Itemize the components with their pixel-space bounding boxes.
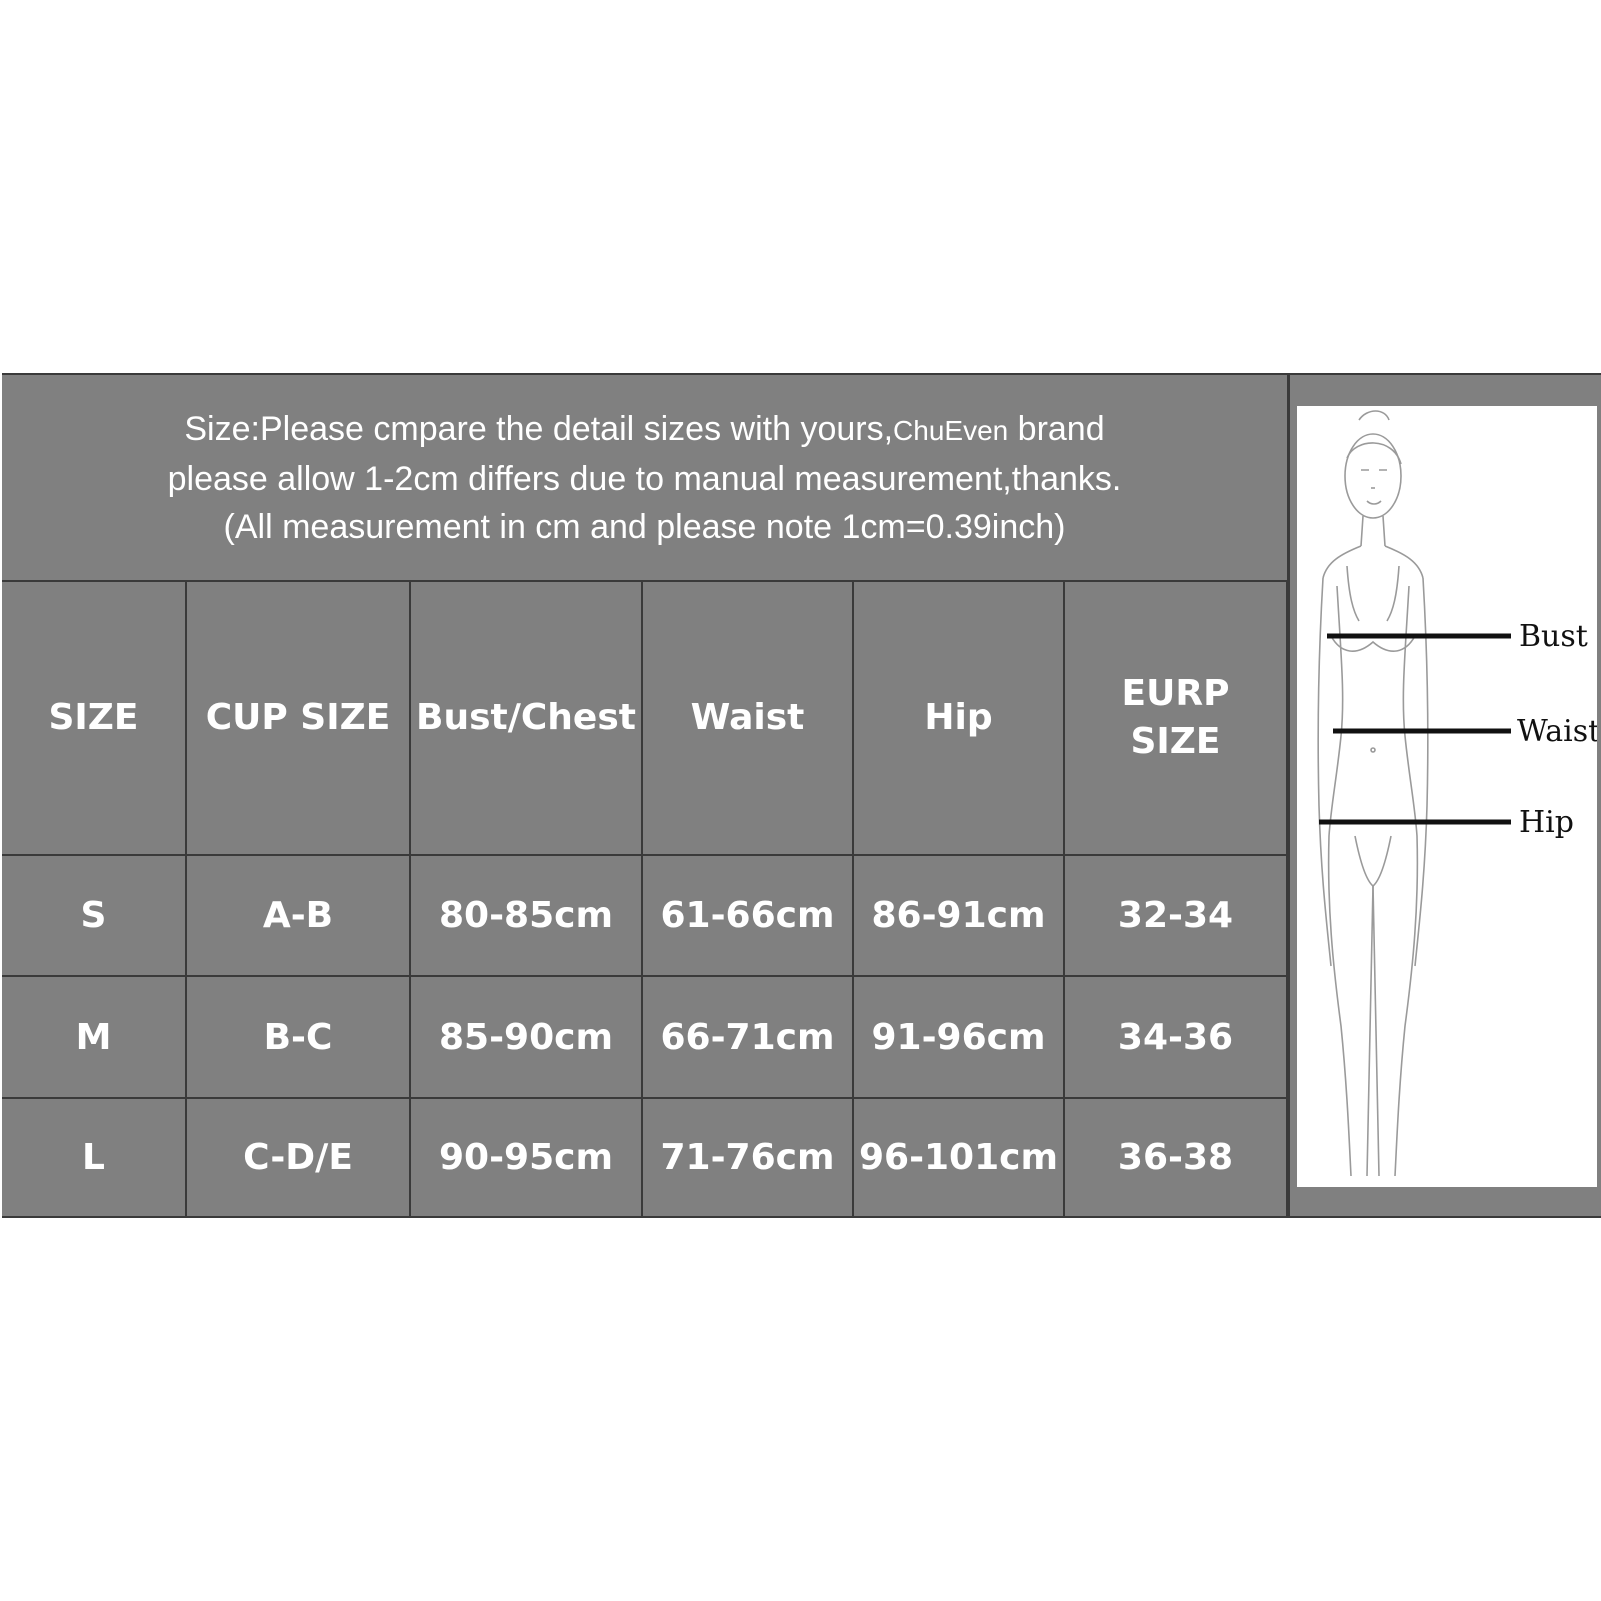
header-eurp-line-1: EURP — [1121, 673, 1230, 715]
size-table-area — [2, 375, 1287, 1216]
cell-waist: 71-76cm — [642, 1098, 853, 1216]
table-row — [2, 1098, 1287, 1216]
cell-bust: 90-95cm — [410, 1098, 642, 1216]
body-outline-illustration — [1297, 406, 1597, 1187]
brand-name: ChuEven — [893, 414, 1009, 446]
notice-line-2: please allow 1-2cm differs due to manual measurement,thanks. — [167, 459, 1122, 498]
cell-cup-size: C-D/E — [186, 1098, 410, 1216]
size-table — [2, 582, 1288, 1216]
cell-eurp-size: 34-36 — [1064, 976, 1287, 1097]
cell-eurp-size: 36-38 — [1064, 1098, 1287, 1216]
header-eurp-line-2: SIZE — [1130, 721, 1221, 763]
body-measurement-figure — [1297, 406, 1597, 1187]
header-hip: Hip — [853, 582, 1064, 855]
cell-cup-size: B-C — [186, 976, 410, 1097]
waist-label: Waist — [1517, 714, 1597, 749]
table-row — [2, 976, 1287, 1097]
notice-line-1 — [184, 405, 1104, 455]
header-cup-size: CUP SIZE — [186, 582, 410, 855]
cell-hip: 96-101cm — [853, 1098, 1064, 1216]
notice-line-1-suffix: brand — [1008, 409, 1105, 448]
hip-label: Hip — [1519, 805, 1574, 840]
cell-waist: 61-66cm — [642, 855, 853, 976]
cell-hip: 91-96cm — [853, 976, 1064, 1097]
notice-line-1-text: Size:Please cmpare the detail sizes with yours, — [184, 409, 894, 448]
cell-size: L — [2, 1098, 186, 1216]
notice-line-3: (All measurement in cm and please note 1cm=0.39inch) — [223, 507, 1066, 546]
cell-bust: 85-90cm — [410, 976, 642, 1097]
table-row — [2, 855, 1287, 976]
cell-eurp-size: 32-34 — [1064, 855, 1287, 976]
cell-cup-size: A-B — [186, 855, 410, 976]
panel-divider — [1287, 375, 1290, 1216]
table-header-row — [2, 582, 1287, 855]
figure-outline — [1318, 411, 1428, 1176]
cell-hip: 86-91cm — [853, 855, 1064, 976]
header-eurp-size — [1064, 582, 1287, 855]
size-chart — [2, 373, 1601, 1218]
header-waist: Waist — [642, 582, 853, 855]
bust-label: Bust — [1519, 619, 1588, 654]
header-size: SIZE — [2, 582, 186, 855]
measurement-lines — [1319, 636, 1511, 822]
cell-waist: 66-71cm — [642, 976, 853, 1097]
size-notice — [2, 375, 1287, 582]
cell-size: M — [2, 976, 186, 1097]
cell-bust: 80-85cm — [410, 855, 642, 976]
header-bust-chest: Bust/Chest — [410, 582, 642, 855]
cell-size: S — [2, 855, 186, 976]
